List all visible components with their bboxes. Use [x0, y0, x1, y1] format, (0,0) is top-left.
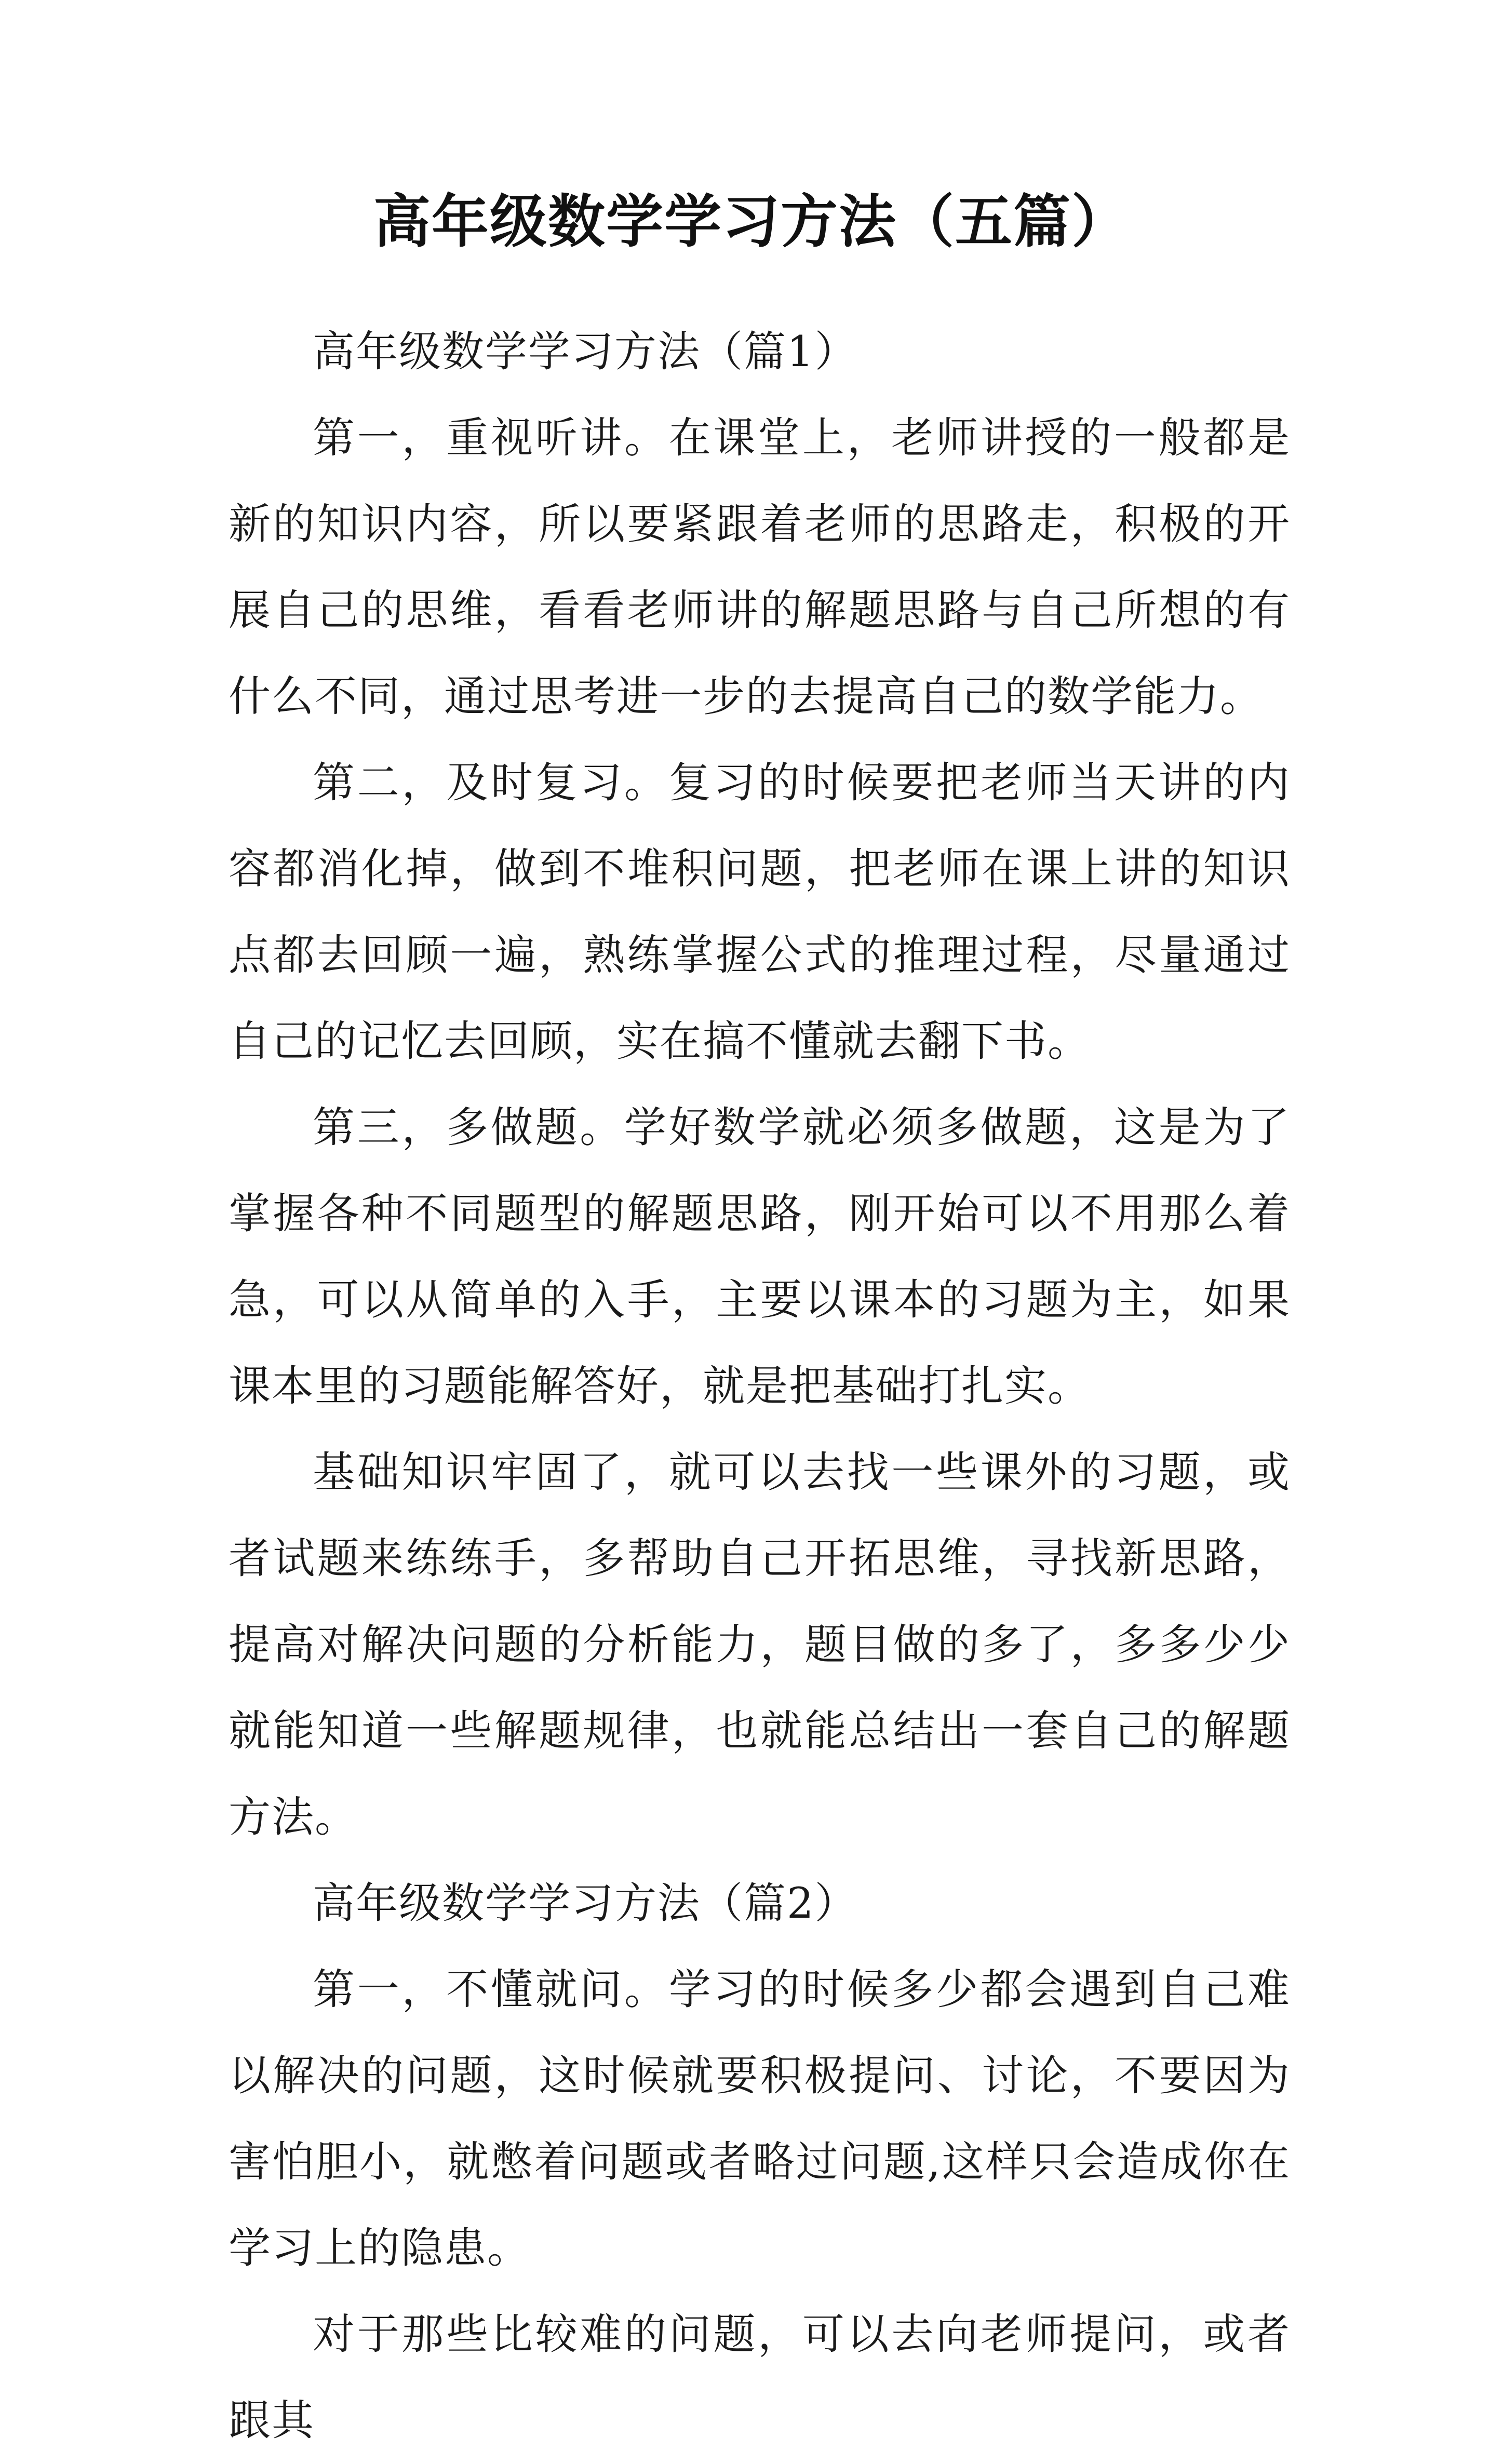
- paragraph: 对于那些比较难的问题，可以去向老师提问，或者跟其: [229, 2310, 1291, 2445]
- paragraph: 第一，不懂就问。学习的时候多少都会遇到自己难以解决的问题，这时候就要积极提问、讨论，不要因为害怕胆小，就憋着问题或者略过问题,这样只会造成你在学习上的隐患。: [229, 1965, 1291, 2273]
- section-heading-2: 高年级数学学习方法（篇2）: [313, 1879, 858, 1928]
- paragraph: 第三，多做题。学好数学就必须多做题，这是为了掌握各种不同题型的解题思路，刚开始可以不用那么着急，可以从简单的入手，主要以课本的习题为主，如果课本里的习题能解答好，就是把基础打扎实。: [229, 1103, 1291, 1411]
- document-title: 高年级数学学习方法（五篇）: [373, 188, 1130, 255]
- paragraph: 第二，及时复习。复习的时候要把老师当天讲的内容都消化掉，做到不堆积问题，把老师在课上讲的知识点都去回顾一遍，熟练掌握公式的推理过程，尽量通过自己的记忆去回顾，实在搞不懂就去翻下书。: [229, 759, 1291, 1066]
- paragraph: 基础知识牢固了，就可以去找一些课外的习题，或者试题来练练手，多帮助自己开拓思维，寻找新思路，提高对解决问题的分析能力，题目做的多了，多多少少就能知道一些解题规律，也就能总结出一套自己的解题方法。: [229, 1448, 1291, 1842]
- paragraph: 第一，重视听讲。在课堂上，老师讲授的一般都是新的知识内容，所以要紧跟着老师的思路走，积极的开展自己的思维，看看老师讲的解题思路与自己所想的有什么不同，通过思考进一步的去提高自己的数学能力。: [229, 414, 1291, 721]
- section-heading-1: 高年级数学学习方法（篇1）: [313, 328, 858, 376]
- document-body: [229, 309, 1291, 2464]
